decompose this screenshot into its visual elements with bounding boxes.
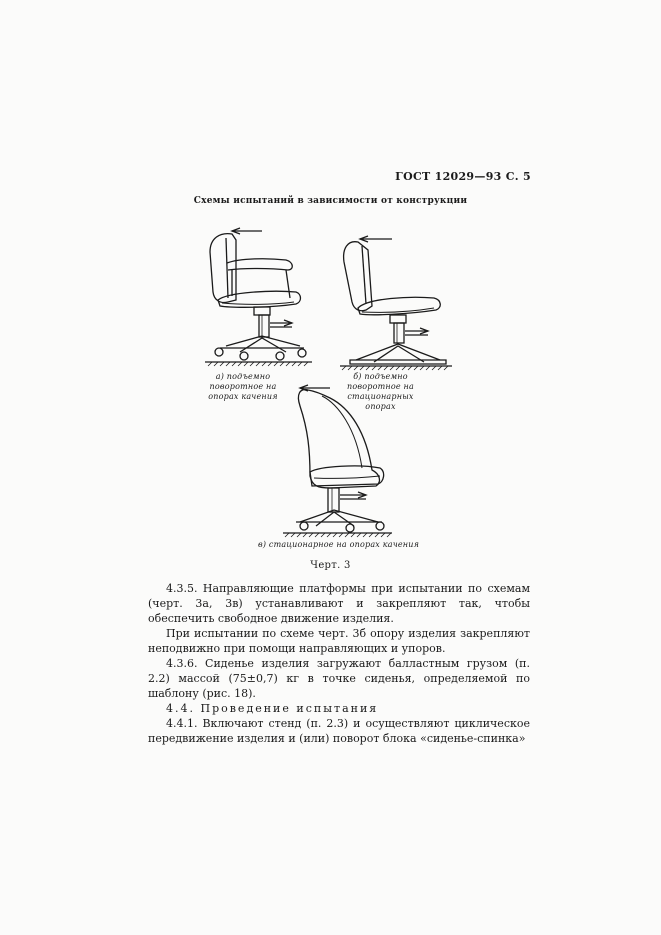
chair-a-illustration: [205, 228, 312, 366]
body-text: [148, 581, 530, 746]
figure-title: Схемы испытаний в зависимости от конструкции: [193, 196, 468, 206]
chair-b-illustration: [340, 236, 452, 370]
caption-v: в) стационарное на опорах качения: [258, 540, 420, 549]
paragraph-scheme-3b: При испытании по схеме черт. 3б опору изделия закрепляют неподвижно при помощи направляющих и упоров.: [148, 627, 530, 655]
paragraph-4-3-6: 4.3.6. Сиденье изделия загружают балластным грузом (п. 2.2) массой (75±0,7) кг в точке сиденья, определяемой по шаблону (рис. 18).: [148, 657, 530, 700]
caption-b: б) подъемно поворотное на стационарных опорах: [347, 372, 414, 411]
paragraph-4-3-5: 4.3.5. Направляющие платформы при испытании по схемам (черт. 3а, 3в) устанавливают и закрепляют так, чтобы обеспечить свободное движение изделия.: [148, 582, 530, 625]
caption-a: а) подъемно поворотное на опорах качения: [208, 372, 278, 401]
page-header: ГОСТ 12029—93 С. 5: [395, 170, 531, 183]
paragraph-4-4-1: 4.4.1. Включают стенд (п. 2.3) и осуществляют циклическое передвижение изделия и (или) поворот блока «сиденье-спинка»: [148, 717, 530, 745]
figure-label: Черт. 3: [310, 560, 351, 571]
section-heading-4-4: 4.4. Проведение испытания: [166, 702, 379, 715]
